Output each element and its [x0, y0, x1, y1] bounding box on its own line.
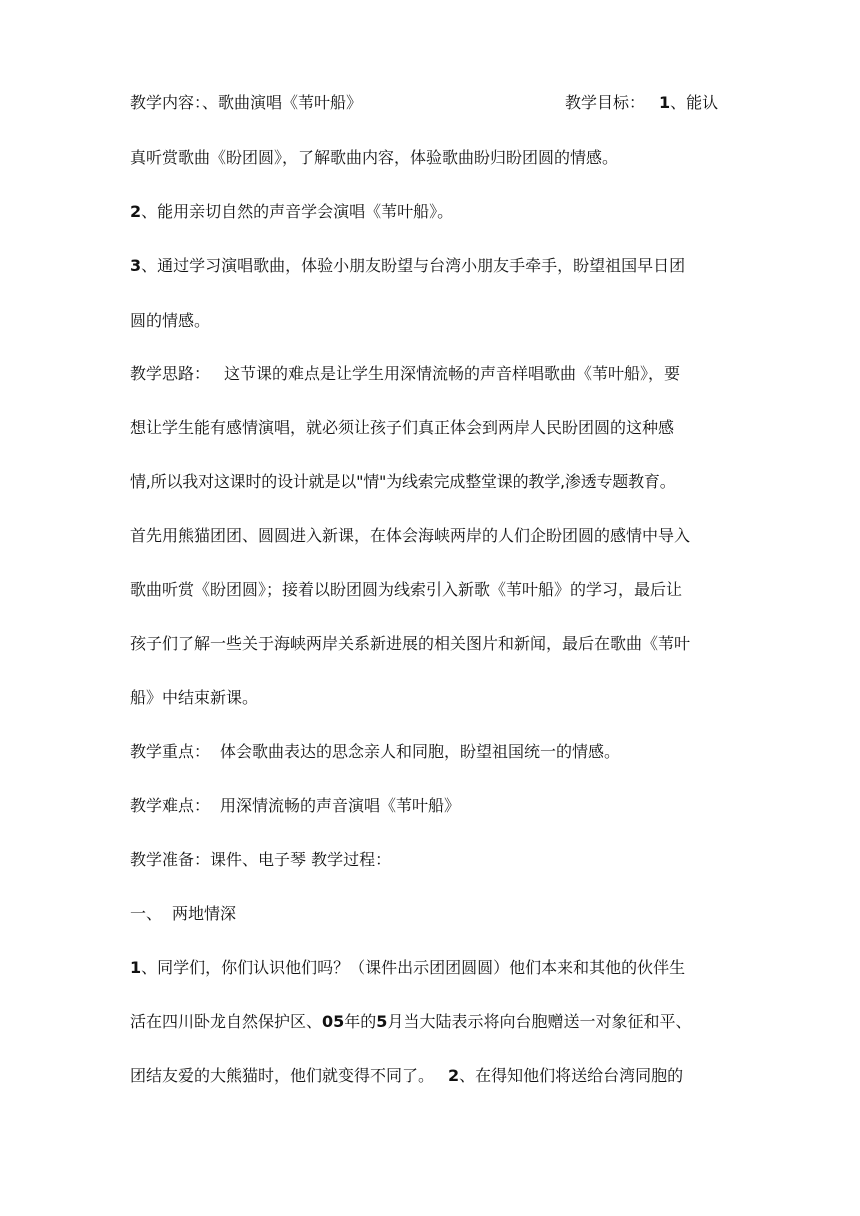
goal-3-text-b: 圆的情感。	[130, 311, 211, 330]
step-1-text-b-pre: 活在四川卧龙自然保护区、	[130, 1012, 323, 1031]
goal-1-number: 1	[659, 93, 671, 112]
step-1-text-a: 、同学们，你们认识他们吗？（课件出示团团圆圆）他们本来和其他的伙伴生	[141, 958, 686, 977]
teaching-idea-label: 教学思路：	[130, 364, 211, 383]
goal-2-number: 2	[130, 202, 142, 221]
step-1-text-b-mid: 年的	[344, 1012, 377, 1031]
section-1-title: 两地情深	[172, 904, 237, 923]
section-1-heading	[130, 904, 735, 924]
goal-3-line	[130, 256, 735, 276]
teaching-idea-line-6	[130, 634, 735, 654]
goal-2-text: 、能用亲切自然的声音学会演唱《苇叶船》。	[141, 202, 454, 221]
teaching-difficulty-line	[130, 796, 735, 816]
goal-3-number: 3	[130, 256, 142, 275]
teaching-key-line	[130, 742, 735, 762]
teaching-idea-text-4: 首先用熊猫团团、圆圆进入新课，在体会海峡两岸的人们企盼团圆的感情中导入	[130, 526, 691, 545]
teaching-idea-text-6: 孩子们了解一些关于海峡两岸关系新进展的相关图片和新闻，最后在歌曲《苇叶	[130, 634, 691, 653]
teaching-idea-line-7	[130, 688, 735, 708]
teaching-idea-text-7: 船》中结束新课。	[130, 688, 259, 707]
step-1-number: 1	[130, 958, 142, 977]
goal-1-text-b: 真听赏歌曲《盼团圆》，了解歌曲内容，体验歌曲盼归盼团圆的情感。	[130, 148, 619, 167]
teaching-idea-line-5	[130, 580, 735, 600]
teaching-idea-text-5: 歌曲听赏《盼团圆》；接着以盼团圆为线索引入新歌《苇叶船》的学习，最后让	[130, 580, 683, 599]
step-1-year: 05	[322, 1012, 345, 1031]
teaching-difficulty-text: 用深情流畅的声音演唱《苇叶船》	[220, 796, 461, 815]
teaching-goal-start	[565, 93, 718, 113]
teaching-idea-line	[130, 364, 735, 384]
teaching-goal-label: 教学目标：	[565, 93, 646, 112]
teaching-idea-text-2: 想让学生能有感情演唱，就必须让孩子们真正体会到两岸人民盼团圆的这种感	[130, 418, 675, 437]
teaching-idea-text-3: 情,所以我对这课时的设计就是以"情"为线索完成整堂课的教学,渗透专题教育。	[130, 472, 676, 491]
step-2-number: 2	[448, 1066, 460, 1085]
teaching-content: 教学内容：、歌曲演唱《苇叶船》	[130, 93, 363, 112]
teaching-idea-line-3	[130, 472, 735, 492]
goal-1-line	[130, 148, 735, 168]
teaching-key-label: 教学重点：	[130, 742, 211, 761]
step-1-text-b-post: 月当大陆表示将向台胞赠送一对象征和平、	[387, 1012, 692, 1031]
teaching-content-line	[130, 93, 735, 113]
step-1-line	[130, 958, 735, 978]
goal-2-line	[130, 202, 735, 222]
step-1-text-c: 团结友爱的大熊猫时，他们就变得不同了。	[130, 1066, 435, 1085]
step-1-line-2	[130, 1012, 735, 1032]
teaching-difficulty-label: 教学难点：	[130, 796, 211, 815]
teaching-idea-line-2	[130, 418, 735, 438]
section-1-number: 一、	[130, 904, 163, 923]
teaching-key-text: 体会歌曲表达的思念亲人和同胞，盼望祖国统一的情感。	[220, 742, 621, 761]
step-1-month: 5	[376, 1012, 388, 1031]
teaching-idea-text-1: 这节课的难点是让学生用深情流畅的声音样唱歌曲《苇叶船》，要	[224, 364, 681, 383]
teaching-prep-line	[130, 850, 735, 870]
goal-1-text-a: 、能认	[670, 93, 719, 112]
goal-3-text-a: 、通过学习演唱歌曲，体验小朋友盼望与台湾小朋友手牵手，盼望祖国早日团	[141, 256, 686, 275]
teaching-idea-line-4	[130, 526, 735, 546]
goal-3-line-cont	[130, 311, 735, 331]
teaching-prep-text: 教学准备：课件、电子琴 教学过程：	[130, 850, 392, 869]
step-2-text: 、在得知他们将送给台湾同胞的	[459, 1066, 684, 1085]
step-1-line-3	[130, 1066, 735, 1086]
